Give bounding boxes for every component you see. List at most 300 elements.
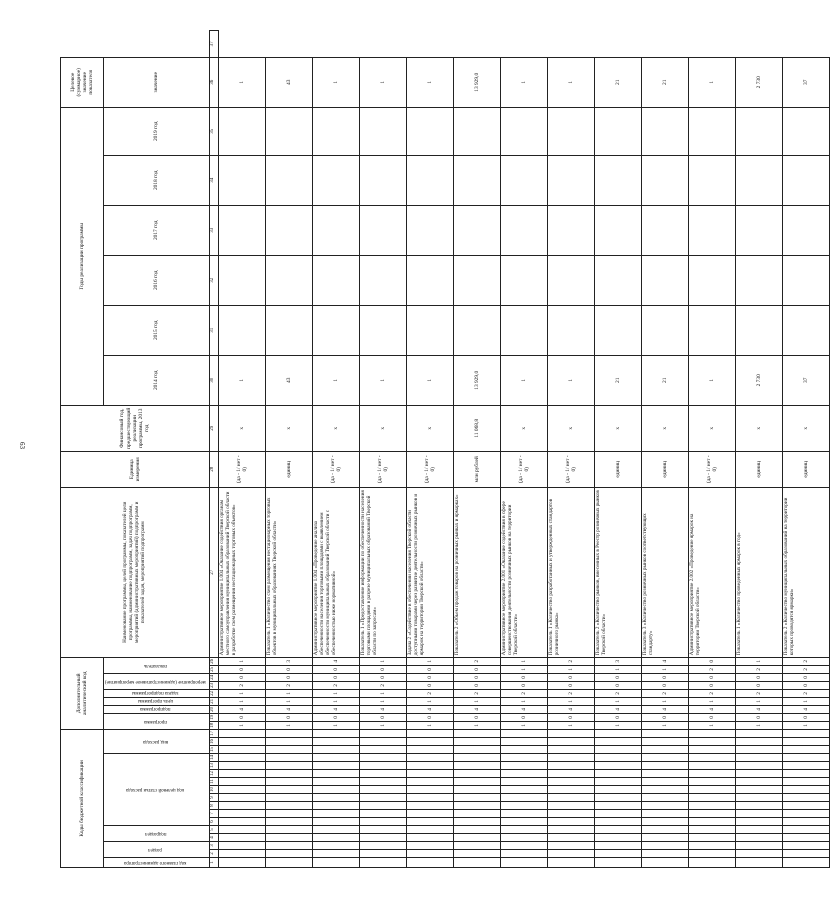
budget-code-cell xyxy=(453,754,500,762)
column-number: 37 xyxy=(209,31,218,58)
row-target-cell: 21 xyxy=(594,57,641,107)
row-2015-cell xyxy=(406,305,453,355)
column-number: 11 xyxy=(209,778,218,786)
row-2018-cell xyxy=(594,155,641,205)
row-target-cell: 13 929,0 xyxy=(453,57,500,107)
analytic-code-cell: 1 xyxy=(735,721,782,729)
analytic-code-cell: 0 xyxy=(782,713,829,721)
budget-code-cell xyxy=(359,850,406,858)
table-row xyxy=(359,31,406,868)
budget-code-cell xyxy=(594,770,641,778)
row-name-cell: Показатель 1 «Предоставление информации по обеспеченности населения торговыми площадями в разрезе муниципальных образований Тверской области по запросам» xyxy=(359,487,406,657)
budget-code-cell xyxy=(782,826,829,834)
budget-code-cell xyxy=(312,738,359,746)
analytic-code-cell: 1 xyxy=(359,689,406,697)
analytic-code-cell: 0 xyxy=(688,713,735,721)
budget-code-cell xyxy=(641,834,688,842)
row-2018-cell xyxy=(406,155,453,205)
budget-code-cell xyxy=(359,778,406,786)
budget-code-cell xyxy=(547,810,594,818)
analytic-code-cell: 1 xyxy=(547,721,594,729)
table-row xyxy=(453,31,500,868)
year-2014-header: 2014 год xyxy=(104,355,210,405)
column-number: 32 xyxy=(209,255,218,305)
row-2017-cell xyxy=(265,205,312,255)
analytic-code-cell: 2 xyxy=(782,657,829,665)
budget-code-cell xyxy=(406,794,453,802)
budget-code-cell xyxy=(406,754,453,762)
budget-code-cell xyxy=(359,746,406,754)
budget-code-cell xyxy=(218,802,265,810)
budget-code-cell xyxy=(500,802,547,810)
row-target-cell: 1 xyxy=(312,57,359,107)
budget-code-cell xyxy=(735,738,782,746)
budget-code-cell xyxy=(500,746,547,754)
budget-code-cell xyxy=(688,786,735,794)
analytic-code-cell: 0 xyxy=(594,713,641,721)
analytic-code-cell: 0 xyxy=(500,681,547,689)
budget-code-cell xyxy=(547,786,594,794)
row-fin-year-cell: х xyxy=(782,405,829,451)
admin-code-header: код главного администратора xyxy=(124,860,187,866)
analytic-code-cell: 0 xyxy=(218,673,265,681)
row-2017-cell xyxy=(594,205,641,255)
budget-code-cell xyxy=(594,762,641,770)
column-number: 28 xyxy=(209,451,218,487)
budget-code-cell xyxy=(641,762,688,770)
budget-code-cell xyxy=(547,778,594,786)
analytic-code-cell: 1 xyxy=(641,697,688,705)
column-number: 22 xyxy=(209,689,218,697)
row-2017-cell xyxy=(547,205,594,255)
row-2019-cell xyxy=(547,107,594,155)
analytic-code-cell: 2 xyxy=(688,665,735,673)
analytic-code-cell: 0 xyxy=(359,673,406,681)
analytic-code-cell: 0 xyxy=(641,713,688,721)
row-name-cell: Показатель 1 «Количество разработанных и утвержденных стандартов розничного рынка» xyxy=(547,487,594,657)
budget-code-cell xyxy=(312,802,359,810)
budget-code-cell xyxy=(312,746,359,754)
budget-code-cell xyxy=(406,810,453,818)
analytic-code-cell: 2 xyxy=(547,689,594,697)
row-fin-year-cell: х xyxy=(688,405,735,451)
budget-code-cell xyxy=(735,746,782,754)
column-number: 6 xyxy=(209,818,218,826)
fin-year-header: Финансовый год, предшествующий реализации программы, 2013 год xyxy=(61,405,210,451)
analytic-code-cell: 2 xyxy=(782,689,829,697)
analytic-code-cell: 1 xyxy=(500,721,547,729)
row-2016-cell xyxy=(218,255,265,305)
subsection-header: подраздел xyxy=(144,831,167,837)
row-2014-cell: 1 xyxy=(359,355,406,405)
budget-code-cell xyxy=(359,770,406,778)
column-number: 16 xyxy=(209,738,218,746)
budget-code-cell xyxy=(453,818,500,826)
analytic-code-cell: 1 xyxy=(359,697,406,705)
analytic-code-cell: 0 xyxy=(594,673,641,681)
budget-code-cell xyxy=(218,810,265,818)
budget-code-cell xyxy=(782,762,829,770)
analytic-code-cell: 0 xyxy=(782,681,829,689)
program-table xyxy=(60,30,830,868)
analytic-code-cell: 1 xyxy=(453,721,500,729)
row-2017-cell xyxy=(688,205,735,255)
row-2017-cell xyxy=(218,205,265,255)
budget-code-cell xyxy=(547,818,594,826)
column-number: 31 xyxy=(209,305,218,355)
column-number: 27 xyxy=(209,487,218,657)
budget-code-cell xyxy=(312,754,359,762)
budget-code-cell xyxy=(312,778,359,786)
row-2016-cell xyxy=(547,255,594,305)
table-row xyxy=(688,31,735,868)
analytic-code-cell: 0 xyxy=(453,665,500,673)
row-2018-cell xyxy=(735,155,782,205)
row-2017-cell xyxy=(359,205,406,255)
budget-code-cell xyxy=(688,729,735,737)
budget-code-cell xyxy=(641,826,688,834)
year-2015-header: 2015 год xyxy=(104,305,210,355)
analytic-code-cell: 1 xyxy=(547,665,594,673)
budget-code-cell xyxy=(500,786,547,794)
analytic-code-cell: 4 xyxy=(547,705,594,713)
budget-code-cell xyxy=(594,794,641,802)
budget-code-cell xyxy=(641,802,688,810)
budget-code-cell xyxy=(547,834,594,842)
unit-column-header: Единица измерения xyxy=(61,451,210,487)
analytic-code-cell: 0 xyxy=(453,713,500,721)
budget-code-cell xyxy=(359,802,406,810)
column-number: 12 xyxy=(209,770,218,778)
budget-code-cell xyxy=(453,762,500,770)
column-number: 36 xyxy=(209,57,218,107)
budget-code-cell xyxy=(547,738,594,746)
year-2018-header: 2018 год xyxy=(104,155,210,205)
analytic-code-cell: 1 xyxy=(265,721,312,729)
budget-code-cell xyxy=(359,858,406,868)
budget-code-cell xyxy=(688,858,735,868)
row-2019-cell xyxy=(500,107,547,155)
row-2015-cell xyxy=(594,305,641,355)
row-2019-cell xyxy=(265,107,312,155)
budget-code-cell xyxy=(594,834,641,842)
table-row xyxy=(735,31,782,868)
row-2019-cell xyxy=(312,107,359,155)
budget-code-cell xyxy=(500,794,547,802)
row-2019-cell xyxy=(688,107,735,155)
table-row xyxy=(547,31,594,868)
expense-type-header: вид расхода xyxy=(142,739,168,745)
analytic-code-cell: 0 xyxy=(547,713,594,721)
analytic-code-cell: 4 xyxy=(782,705,829,713)
budget-code-cell xyxy=(641,738,688,746)
budget-code-cell xyxy=(359,794,406,802)
budget-code-cell xyxy=(500,778,547,786)
row-fin-year-cell: х xyxy=(218,405,265,451)
column-number: 20 xyxy=(209,705,218,713)
budget-codes-header: Коды бюджетной классификации xyxy=(61,729,104,867)
budget-code-cell xyxy=(782,834,829,842)
budget-code-cell xyxy=(312,826,359,834)
row-2015-cell xyxy=(265,305,312,355)
row-2019-cell xyxy=(218,107,265,155)
budget-code-cell xyxy=(688,834,735,842)
analytic-code-cell: 0 xyxy=(688,681,735,689)
row-target-cell: 1 xyxy=(218,57,265,107)
budget-code-cell xyxy=(359,842,406,850)
row-2015-cell xyxy=(218,305,265,355)
analytic-code-cell: 1 xyxy=(688,697,735,705)
budget-code-cell xyxy=(453,770,500,778)
analytic-code-cell: 1 xyxy=(594,721,641,729)
analytic-code-cell: 0 xyxy=(265,665,312,673)
budget-code-cell xyxy=(735,762,782,770)
row-2014-cell: 2 730 xyxy=(735,355,782,405)
budget-code-cell xyxy=(265,746,312,754)
budget-code-cell xyxy=(265,770,312,778)
budget-code-cell xyxy=(218,858,265,868)
row-unit-cell: (да - 1/ нет - 0) xyxy=(688,451,735,487)
budget-code-cell xyxy=(782,794,829,802)
budget-code-cell xyxy=(547,729,594,737)
row-fin-year-cell: х xyxy=(547,405,594,451)
budget-code-cell xyxy=(218,826,265,834)
program-col-header: программа xyxy=(143,719,167,725)
budget-code-cell xyxy=(406,770,453,778)
row-2018-cell xyxy=(359,155,406,205)
column-number: 15 xyxy=(209,746,218,754)
program-table-sheet xyxy=(60,30,809,868)
analytic-code-cell: 2 xyxy=(359,681,406,689)
measure-col-header: мероприятие (административное мероприятие) xyxy=(105,679,206,685)
budget-code-cell xyxy=(594,826,641,834)
row-unit-cell: (да - 1/ нет - 0) xyxy=(312,451,359,487)
budget-code-cell xyxy=(688,754,735,762)
table-row xyxy=(218,31,265,868)
budget-code-cell xyxy=(265,738,312,746)
budget-code-cell xyxy=(265,810,312,818)
budget-code-cell xyxy=(406,786,453,794)
analytic-code-cell: 1 xyxy=(406,697,453,705)
analytic-code-cell: 1 xyxy=(218,697,265,705)
budget-code-cell xyxy=(359,738,406,746)
budget-code-cell xyxy=(594,738,641,746)
budget-code-cell xyxy=(265,858,312,868)
analytic-code-cell: 2 xyxy=(500,689,547,697)
extra-code-header: Дополнительный аналитический код xyxy=(61,657,104,729)
budget-code-cell xyxy=(782,842,829,850)
column-number: 1 xyxy=(209,858,218,868)
budget-code-cell xyxy=(688,826,735,834)
budget-code-cell xyxy=(218,778,265,786)
row-fin-year-cell: х xyxy=(406,405,453,451)
row-2016-cell xyxy=(782,255,829,305)
budget-code-cell xyxy=(500,762,547,770)
budget-code-cell xyxy=(265,818,312,826)
budget-code-cell xyxy=(453,850,500,858)
row-2014-cell: 13 929,0 xyxy=(453,355,500,405)
table-row xyxy=(782,31,829,868)
analytic-code-cell: 4 xyxy=(594,705,641,713)
analytic-code-cell: 3 xyxy=(265,657,312,665)
analytic-code-cell: 1 xyxy=(735,697,782,705)
column-number: 29 xyxy=(209,405,218,451)
budget-code-cell xyxy=(406,818,453,826)
budget-code-cell xyxy=(265,778,312,786)
row-2017-cell xyxy=(782,205,829,255)
analytic-code-cell: 2 xyxy=(735,665,782,673)
analytic-code-cell: 1 xyxy=(453,697,500,705)
budget-code-cell xyxy=(218,729,265,737)
analytic-code-cell: 4 xyxy=(265,705,312,713)
column-number-row xyxy=(209,31,218,868)
row-name-cell: Показатель 2 «Количество муниципальных образований на территории которых проводятся ярмарки» xyxy=(782,487,829,657)
budget-code-cell xyxy=(594,818,641,826)
analytic-code-cell: 0 xyxy=(312,713,359,721)
budget-code-cell xyxy=(594,754,641,762)
row-unit-cell: единиц xyxy=(782,451,829,487)
row-target-cell: 2 730 xyxy=(735,57,782,107)
budget-code-cell xyxy=(594,850,641,858)
budget-code-cell xyxy=(735,794,782,802)
analytic-code-cell: 4 xyxy=(218,705,265,713)
budget-code-cell xyxy=(735,754,782,762)
row-2014-cell: 1 xyxy=(218,355,265,405)
row-2017-cell xyxy=(453,205,500,255)
budget-code-cell xyxy=(500,754,547,762)
row-fin-year-cell: х xyxy=(641,405,688,451)
budget-code-cell xyxy=(688,810,735,818)
row-unit-cell: единиц xyxy=(735,451,782,487)
budget-code-cell xyxy=(735,729,782,737)
table-row xyxy=(312,31,359,868)
row-unit-cell: млн рублей xyxy=(453,451,500,487)
analytic-code-cell: 1 xyxy=(500,657,547,665)
column-number: 14 xyxy=(209,754,218,762)
budget-code-cell xyxy=(359,810,406,818)
analytic-code-cell: 4 xyxy=(688,705,735,713)
budget-code-cell xyxy=(312,810,359,818)
analytic-code-cell: 1 xyxy=(218,689,265,697)
analytic-code-cell: 0 xyxy=(406,681,453,689)
row-2014-cell: 21 xyxy=(594,355,641,405)
budget-code-cell xyxy=(547,770,594,778)
budget-code-cell xyxy=(688,762,735,770)
row-2015-cell xyxy=(453,305,500,355)
analytic-code-cell: 1 xyxy=(547,697,594,705)
row-fin-year-cell: 11 068,8 xyxy=(453,405,500,451)
analytic-code-cell: 2 xyxy=(594,689,641,697)
budget-code-cell xyxy=(688,802,735,810)
budget-code-cell xyxy=(641,746,688,754)
row-2018-cell xyxy=(500,155,547,205)
budget-code-cell xyxy=(453,842,500,850)
budget-code-cell xyxy=(265,850,312,858)
row-name-cell: Административное мероприятие 2.001 «Оказание содействия в сфере совершенствования деятельности розничных рынков на территории Тверской области» xyxy=(500,487,547,657)
name-column-header: Наименование программы, целей программы, показателей цели программы, наименование подпрограмм, задач подпрограмм, мероприятий (административных мероприятий) подпрограмм и показателей задач, мероприятий подпрограмм xyxy=(61,487,210,657)
row-unit-cell: единиц xyxy=(265,451,312,487)
analytic-code-cell: 4 xyxy=(312,657,359,665)
analytic-code-cell: 4 xyxy=(735,705,782,713)
budget-code-cell xyxy=(359,818,406,826)
row-2016-cell xyxy=(641,255,688,305)
row-fin-year-cell: х xyxy=(500,405,547,451)
row-name-cell: Административное мероприятие 1.004 «Оказание содействия органам местного самоуправления муниципальных образований Тверской области в разработке схем размещения нестационарных торговых объектов» xyxy=(218,487,265,657)
column-number: 19 xyxy=(209,713,218,721)
budget-code-cell xyxy=(500,834,547,842)
analytic-code-cell: 1 xyxy=(500,697,547,705)
budget-code-cell xyxy=(359,754,406,762)
page-number: 63 xyxy=(18,442,26,449)
analytic-code-cell: 0 xyxy=(688,673,735,681)
column-number: 13 xyxy=(209,762,218,770)
budget-code-cell xyxy=(547,850,594,858)
row-2015-cell xyxy=(500,305,547,355)
budget-code-cell xyxy=(453,826,500,834)
analytic-code-cell: 1 xyxy=(641,665,688,673)
budget-code-cell xyxy=(453,858,500,868)
budget-code-cell xyxy=(218,850,265,858)
budget-code-cell xyxy=(688,778,735,786)
column-number: 21 xyxy=(209,697,218,705)
budget-code-cell xyxy=(735,802,782,810)
row-target-cell: 1 xyxy=(547,57,594,107)
analytic-code-cell: 4 xyxy=(500,705,547,713)
row-2015-cell xyxy=(359,305,406,355)
row-target-cell: 1 xyxy=(688,57,735,107)
row-name-cell: Задача 2 «Содействие в обеспечении населения Тверской области доступными товарами через развитие деятельности розничных рынков и ярмарок на территории Тверской области» xyxy=(406,487,453,657)
budget-code-cell xyxy=(218,746,265,754)
column-number: 7 xyxy=(209,810,218,818)
row-2019-cell xyxy=(641,107,688,155)
budget-code-cell xyxy=(641,770,688,778)
table-row xyxy=(500,31,547,868)
analytic-code-cell: 1 xyxy=(782,697,829,705)
budget-code-cell xyxy=(641,786,688,794)
budget-code-cell xyxy=(312,786,359,794)
budget-code-cell xyxy=(312,762,359,770)
analytic-code-cell: 4 xyxy=(453,705,500,713)
analytic-code-cell: 4 xyxy=(406,705,453,713)
budget-code-cell xyxy=(641,818,688,826)
analytic-code-cell: 1 xyxy=(406,657,453,665)
budget-code-cell xyxy=(735,810,782,818)
budget-code-cell xyxy=(265,834,312,842)
budget-code-cell xyxy=(218,842,265,850)
column-number: 3 xyxy=(209,842,218,850)
row-2018-cell xyxy=(265,155,312,205)
budget-code-cell xyxy=(218,770,265,778)
analytic-code-cell: 0 xyxy=(359,713,406,721)
table-row xyxy=(594,31,641,868)
analytic-code-cell: 1 xyxy=(312,697,359,705)
row-fin-year-cell: х xyxy=(265,405,312,451)
analytic-code-cell: 1 xyxy=(782,721,829,729)
analytic-code-cell: 0 xyxy=(406,713,453,721)
kbk-header: код целевой статьи расхода xyxy=(126,787,185,793)
row-name-cell: Показатель 2 «Количество рынков, внесенных в Реестр розничных рынков Тверской области» xyxy=(594,487,641,657)
budget-code-cell xyxy=(594,786,641,794)
budget-code-cell xyxy=(641,754,688,762)
budget-code-cell xyxy=(453,834,500,842)
table-row xyxy=(406,31,453,868)
budget-code-cell xyxy=(218,818,265,826)
table-row xyxy=(265,31,312,868)
row-2018-cell xyxy=(547,155,594,205)
row-2019-cell xyxy=(406,107,453,155)
row-2019-cell xyxy=(594,107,641,155)
budget-code-cell xyxy=(547,754,594,762)
